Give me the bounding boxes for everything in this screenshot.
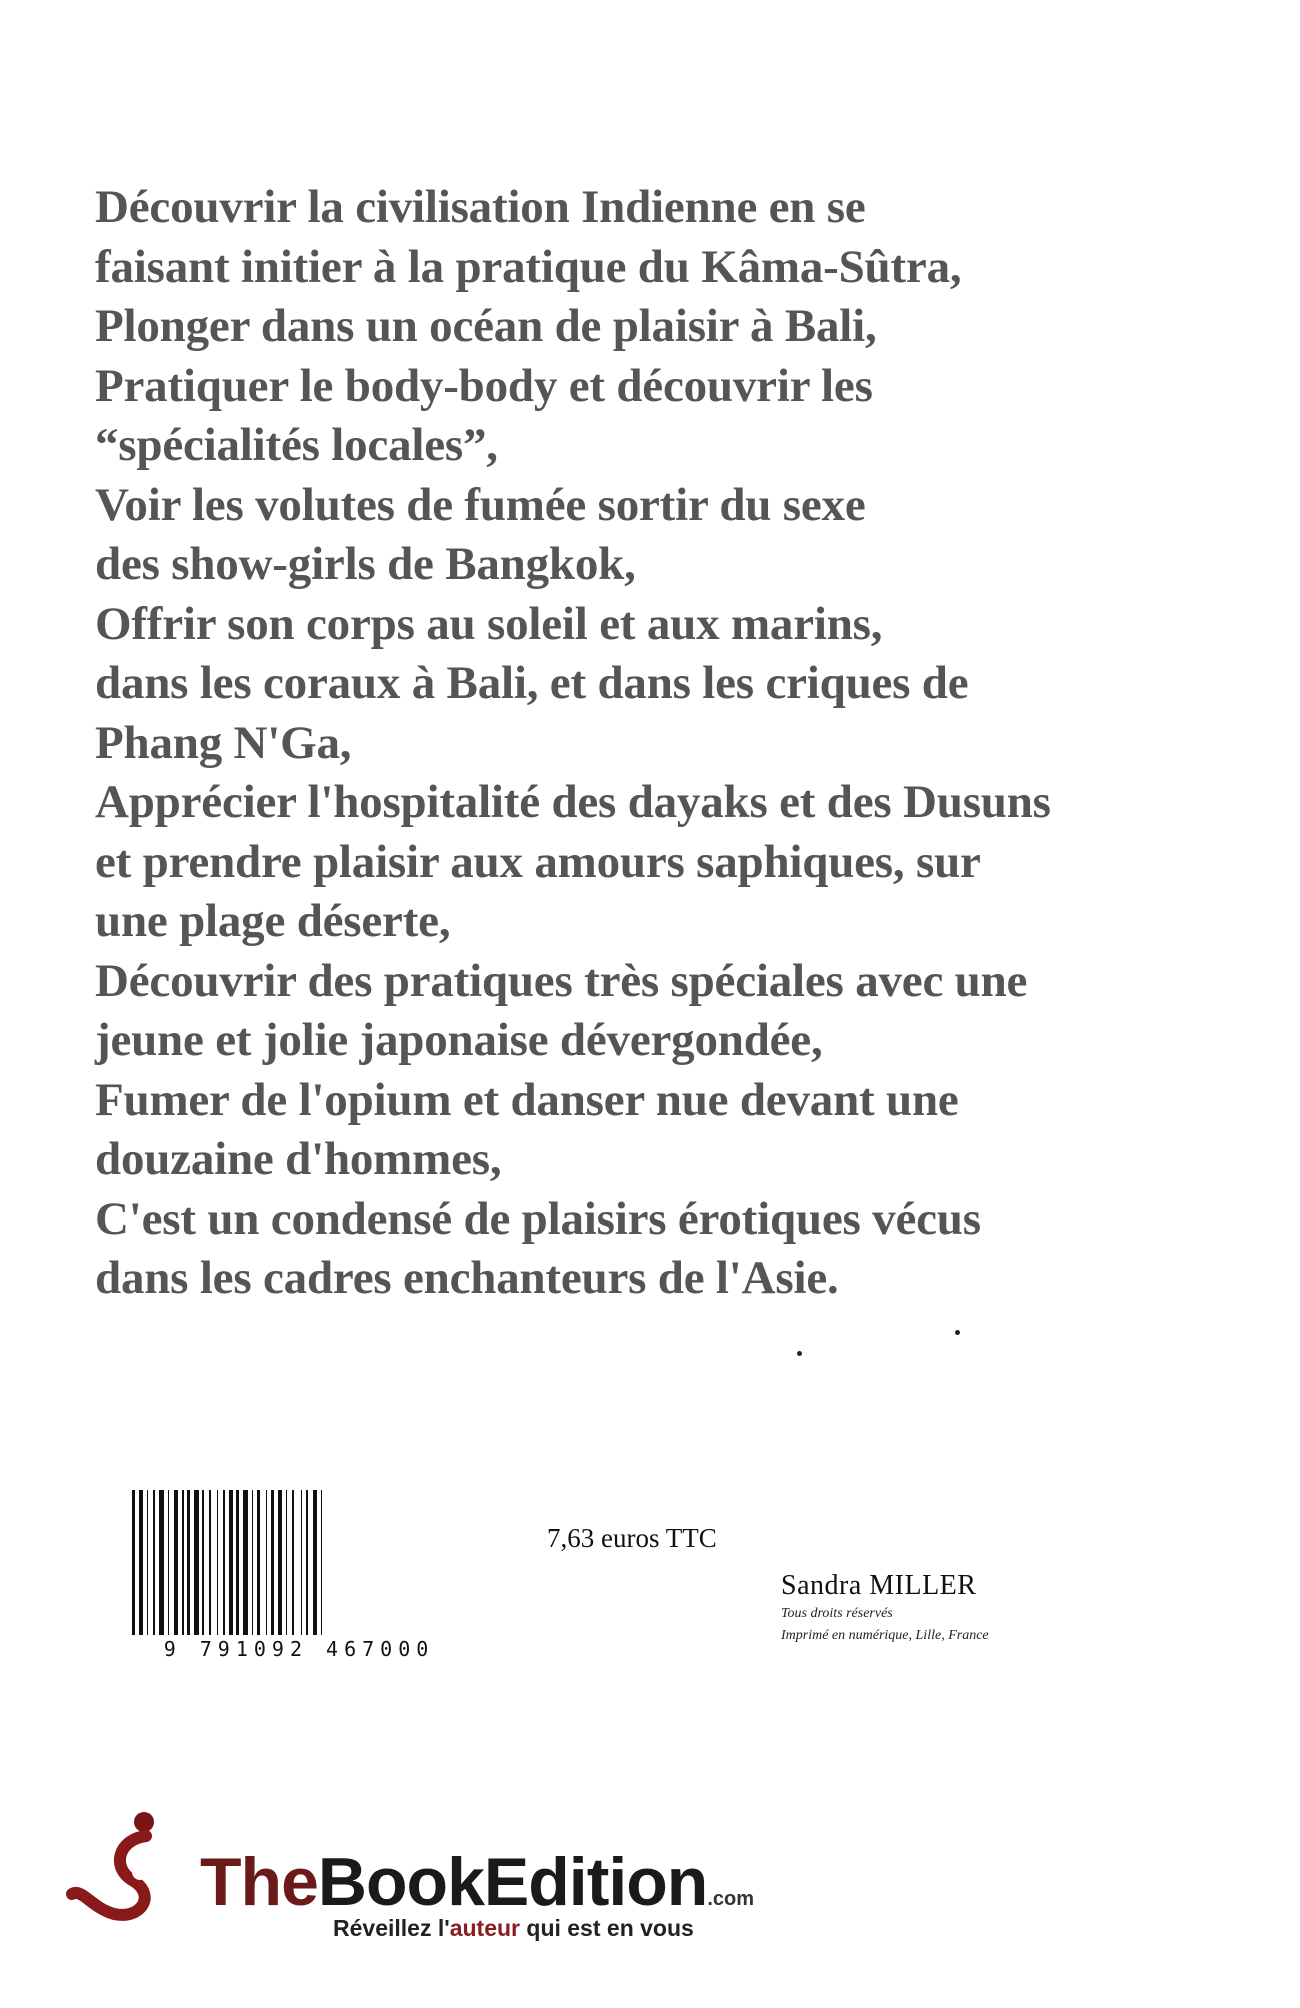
blurb-line: Découvrir la civilisation Indienne en se: [95, 181, 866, 233]
barcode-bar: [182, 1490, 184, 1635]
blurb-line: Apprécier l'hospitalité des dayaks et des Dusuns: [95, 776, 1051, 828]
barcode-bar: [252, 1490, 253, 1635]
barcode-bar: [243, 1490, 248, 1635]
barcode-bar: [223, 1490, 225, 1635]
blurb-line: douzaine d'hommes,: [95, 1133, 502, 1185]
tagline-accent: auteur: [449, 1915, 520, 1941]
barcode-bar: [139, 1490, 143, 1635]
barcode-bar: [278, 1490, 282, 1635]
blurb-line: Fumer de l'opium et danser nue devant une: [95, 1073, 959, 1126]
barcode-bar: [132, 1490, 135, 1635]
barcode-bar: [321, 1490, 322, 1635]
barcode-bar: [168, 1490, 169, 1635]
barcode-bar: [217, 1490, 218, 1635]
price-label: 7,63 euros TTC: [547, 1523, 717, 1553]
rights-notice: Tous droits réservés: [781, 1606, 893, 1621]
blurb-line: Découvrir des pratiques très spéciales avec une: [95, 954, 1028, 1007]
barcode-bar: [266, 1490, 267, 1635]
barcode-bar: [153, 1490, 155, 1635]
blurb-line: dans les coraux à Bali, et dans les criques de: [95, 657, 969, 709]
back-cover-blurb: [95, 178, 1245, 1309]
publisher-tagline: [333, 1915, 694, 1942]
barcode-number: 9 791092 467000: [163, 1637, 435, 1660]
barcode-bar: [229, 1490, 233, 1635]
publisher-name-the: The: [200, 1844, 318, 1920]
blurb-line: C'est un condensé de plaisirs érotiques vécus: [95, 1192, 981, 1245]
isbn-barcode: [128, 1490, 470, 1660]
barcode-bar: [202, 1490, 204, 1635]
blurb-line: “spécialités locales”,: [95, 419, 498, 471]
author-name: Sandra MILLER: [781, 1570, 977, 1601]
barcode-bar: [209, 1490, 211, 1635]
blurb-line: Offrir son corps au soleil et aux marins,: [95, 597, 883, 650]
blurb-line: Plonger dans un océan de plaisir à Bali,: [95, 300, 877, 352]
barcode-bar: [159, 1490, 164, 1635]
barcode-bar: [147, 1490, 148, 1635]
barcode-bar: [306, 1490, 308, 1635]
barcode-bar: [187, 1490, 190, 1635]
barcode-bar: [194, 1490, 199, 1635]
tagline-part-1: Réveillez l': [333, 1915, 450, 1941]
blurb-line: jeune et jolie japonaise dévergondée,: [95, 1014, 823, 1066]
decorative-dot: [955, 1330, 960, 1335]
blurb-line: et prendre plaisir aux amours saphiques, sur: [95, 835, 981, 888]
barcode-bar: [257, 1490, 260, 1635]
publisher-name-bookedition: BookEdition: [317, 1844, 708, 1920]
blurb-line: faisant initier à la pratique du Kâma-Sûtra,: [95, 240, 962, 293]
blurb-line: Phang N'Ga,: [95, 716, 352, 769]
barcode-bar: [292, 1490, 294, 1635]
publisher-name: [200, 1843, 754, 1921]
blurb-line: dans les cadres enchanteurs de l'Asie.: [95, 1252, 839, 1304]
blurb-line: Voir les volutes de fumée sortir du sexe: [95, 478, 866, 531]
blurb-line: Pratiquer le body-body et découvrir les: [95, 359, 873, 412]
barcode-bar: [301, 1490, 302, 1635]
barcode-bar: [313, 1490, 317, 1635]
printing-notice: Imprimé en numérique, Lille, France: [781, 1628, 989, 1643]
barcode-bar: [236, 1490, 239, 1635]
decorative-dot: [797, 1351, 802, 1356]
publisher-name-domain: .com: [707, 1888, 754, 1910]
blurb-line: des show-girls de Bangkok,: [95, 538, 636, 590]
barcode-bar: [174, 1490, 178, 1635]
barcode-bar: [286, 1490, 287, 1635]
publisher-logo-icon: [62, 1808, 192, 1923]
tagline-part-2: qui est en vous: [520, 1915, 694, 1941]
blurb-line: une plage déserte,: [95, 895, 451, 947]
barcode-bar: [271, 1490, 274, 1635]
